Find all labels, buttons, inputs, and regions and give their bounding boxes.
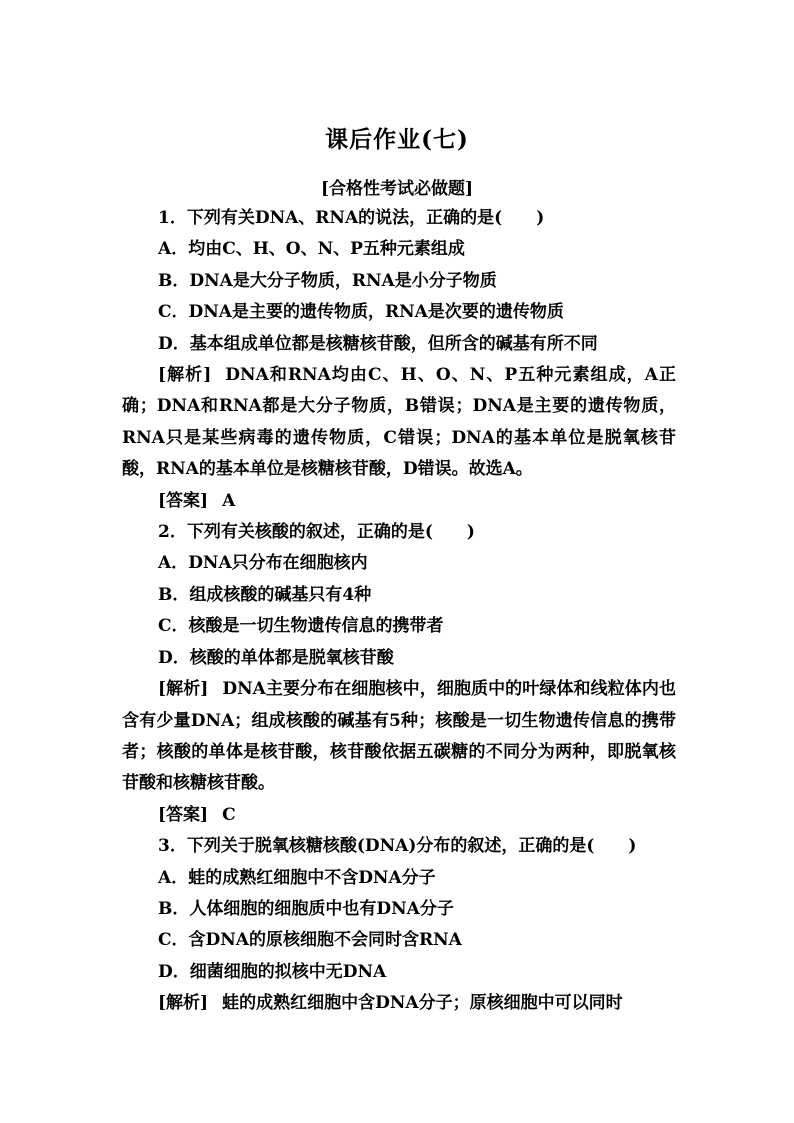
- question-1: [122, 203, 676, 517]
- question-stem: 1．下列有关DNA、RNA的说法，正确的是( ): [158, 208, 545, 228]
- option-d: D．核酸的单体都是脱氧核苷酸: [158, 647, 394, 668]
- option-a: A．蛙的成熟红细胞中不含DNA分子: [158, 867, 436, 888]
- option-b: B．DNA是大分子物质，RNA是小分子物质: [158, 270, 497, 291]
- question-3: [122, 831, 676, 1019]
- analysis-label: [解析]: [158, 365, 212, 386]
- question-stem: 3．下列关于脱氧核糖核酸(DNA)分布的叙述，正确的是( ): [158, 836, 637, 857]
- option-c: C．含DNA的原核细胞不会同时含RNA: [158, 930, 462, 951]
- option-c: C．DNA是主要的遗传物质，RNA是次要的遗传物质: [158, 302, 564, 323]
- option-b: B．组成核酸的碱基只有4种: [158, 584, 372, 605]
- section-header: [合格性考试必做题]: [320, 179, 474, 199]
- analysis-paragraph: [122, 988, 676, 1019]
- answer-label: [答案]: [158, 490, 209, 511]
- analysis-paragraph: [122, 360, 676, 486]
- question-stem: 2．下列有关核酸的叙述，正确的是( ): [158, 522, 475, 543]
- answer-line: [122, 800, 676, 831]
- document-body: [122, 203, 676, 1020]
- option-c: C．核酸是一切生物遗传信息的携带者: [158, 616, 444, 637]
- analysis-paragraph: [122, 674, 676, 800]
- analysis-text: DNA和RNA均由C、H、O、N、P五种元素组成，A正确；DNA和RNA都是大分子物质，B错误；DNA是主要的遗传物质，RNA只是某些病毒的遗传物质，C错误；DNA的基本单位是脱氧核苷酸，RNA的基本单位是核糖核苷酸，D错误。故选A。: [122, 365, 676, 480]
- analysis-label: [解析]: [158, 679, 209, 700]
- option-a: A．均由C、H、O、N、P五种元素组成: [158, 239, 465, 260]
- option-d: D．细菌细胞的拟核中无DNA: [158, 961, 387, 982]
- option-a: A．DNA只分布在细胞核内: [158, 553, 368, 574]
- analysis-label: [解析]: [158, 993, 209, 1014]
- option-d: D．基本组成单位都是核糖核苷酸，但所含的碱基有所不同: [158, 333, 598, 354]
- answer-value: C: [222, 804, 236, 825]
- option-b: B．人体细胞的细胞质中也有DNA分子: [158, 898, 454, 919]
- page-title: 课后作业(七): [325, 126, 469, 153]
- answer-value: A: [222, 490, 236, 511]
- analysis-text: DNA主要分布在细胞核中，细胞质中的叶绿体和线粒体内也含有少量DNA；组成核酸的碱基有5种；核酸是一切生物遗传信息的携带者；核酸的单体是核苷酸，核苷酸依据五碳糖的不同分为两种，即脱氧核苷酸和核糖核苷酸。: [122, 679, 676, 794]
- answer-line: [122, 486, 676, 517]
- analysis-text: 蛙的成熟红细胞中含DNA分子；原核细胞中可以同时: [222, 993, 623, 1014]
- question-2: [122, 517, 676, 831]
- answer-label: [答案]: [158, 804, 209, 825]
